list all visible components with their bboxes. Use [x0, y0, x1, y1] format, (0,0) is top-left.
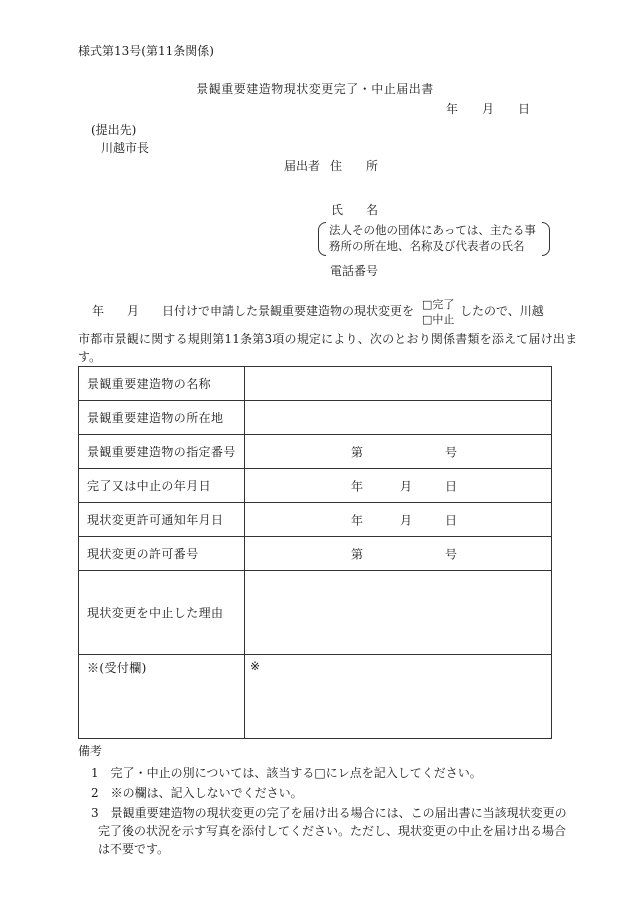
dai-label: 第 — [351, 445, 364, 459]
date-year-label: 年 — [446, 102, 459, 116]
right-paren — [542, 222, 550, 256]
permit-no-field[interactable] — [245, 537, 552, 571]
left-paren — [318, 222, 326, 256]
row-label-abort-reason: 現状変更を中止した理由 — [79, 571, 245, 655]
row-label-designation-no: 景観重要建造物の指定番号 — [79, 435, 245, 469]
row-label-reception: ※(受付欄) — [79, 655, 245, 739]
day-label: 日 — [445, 513, 458, 527]
name-label-b: 名 — [366, 203, 379, 217]
day-label: 日 — [445, 479, 458, 493]
address-label-a: 住 — [330, 159, 343, 173]
remark-item-2: 2 ※の欄は、記入しないでください。 — [91, 786, 303, 800]
table-row — [79, 469, 552, 503]
designation-no-field[interactable] — [245, 435, 552, 469]
date-month-label: 月 — [482, 102, 495, 116]
addressee-label: (提出先) — [91, 123, 137, 137]
body-month: 月 — [127, 304, 140, 318]
row-label-location: 景観重要建造物の所在地 — [79, 401, 245, 435]
complete-checkbox[interactable]: □完了 — [422, 298, 455, 311]
remark-item-3-line2: 完了後の状況を示す写真を添付してください。ただし、現状変更の中止を届け出る場合 — [98, 824, 567, 838]
body-text-line2: 市都市景観に関する規則第11条第3項の規定により、次のとおり関係書類を添えて届け出ま — [78, 332, 578, 346]
row-label-complete-date: 完了又は中止の年月日 — [79, 469, 245, 503]
row-label-permit-no: 現状変更の許可番号 — [79, 537, 245, 571]
table-row — [79, 503, 552, 537]
body-text-part1: 日付けで申請した景観重要建造物の現状変更を — [162, 304, 415, 318]
row-label-building-name: 景観重要建造物の名称 — [79, 367, 245, 401]
reporter-label: 届出者 — [284, 159, 321, 173]
month-label: 月 — [400, 513, 413, 527]
dai-label: 第 — [351, 547, 364, 561]
table-row — [79, 401, 552, 435]
body-text-part2: したので、川越 — [460, 304, 544, 318]
location-field[interactable] — [245, 401, 552, 435]
date-day-label: 日 — [518, 102, 531, 116]
address-label-b: 所 — [366, 159, 379, 173]
go-label: 号 — [445, 547, 458, 561]
remark-item-1: 1 完了・中止の別については、該当する□にレ点を記入してください。 — [91, 766, 482, 780]
building-name-field[interactable] — [245, 367, 552, 401]
page-title: 景観重要建造物現状変更完了・中止届出書 — [196, 82, 434, 96]
abort-checkbox[interactable]: □中止 — [422, 313, 455, 326]
row-label-permit-date: 現状変更許可通知年月日 — [79, 503, 245, 537]
name-label-a: 氏 — [331, 203, 344, 217]
table-row — [79, 367, 552, 401]
year-label: 年 — [351, 513, 364, 527]
remarks-heading: 備考 — [78, 744, 103, 758]
addressee-name: 川越市長 — [101, 141, 150, 155]
corp-note-line1: 法人その他の団体にあっては、主たる事 — [329, 223, 536, 237]
form-number: 様式第13号(第11条関係) — [78, 44, 214, 58]
permit-date-field[interactable] — [245, 503, 552, 537]
tel-label: 電話番号 — [330, 264, 379, 278]
go-label: 号 — [445, 445, 458, 459]
remark-item-3-line1: 3 景観重要建造物の現状変更の完了を届け出る場合には、この届出書に当該現状変更の — [91, 806, 567, 820]
body-year: 年 — [92, 304, 105, 318]
abort-reason-field[interactable] — [245, 571, 552, 655]
table-row — [79, 571, 552, 655]
month-label: 月 — [400, 479, 413, 493]
table-row — [79, 537, 552, 571]
table-row — [79, 655, 552, 739]
complete-date-field[interactable] — [245, 469, 552, 503]
reception-field: ※ — [245, 655, 552, 739]
year-label: 年 — [351, 479, 364, 493]
corp-note-line2: 務所の所在地、名称及び代表者の氏名 — [329, 239, 525, 253]
report-table — [78, 366, 552, 739]
body-text-line3: す。 — [78, 350, 102, 364]
remark-item-3-line3: は不要です。 — [98, 842, 170, 856]
table-row — [79, 435, 552, 469]
